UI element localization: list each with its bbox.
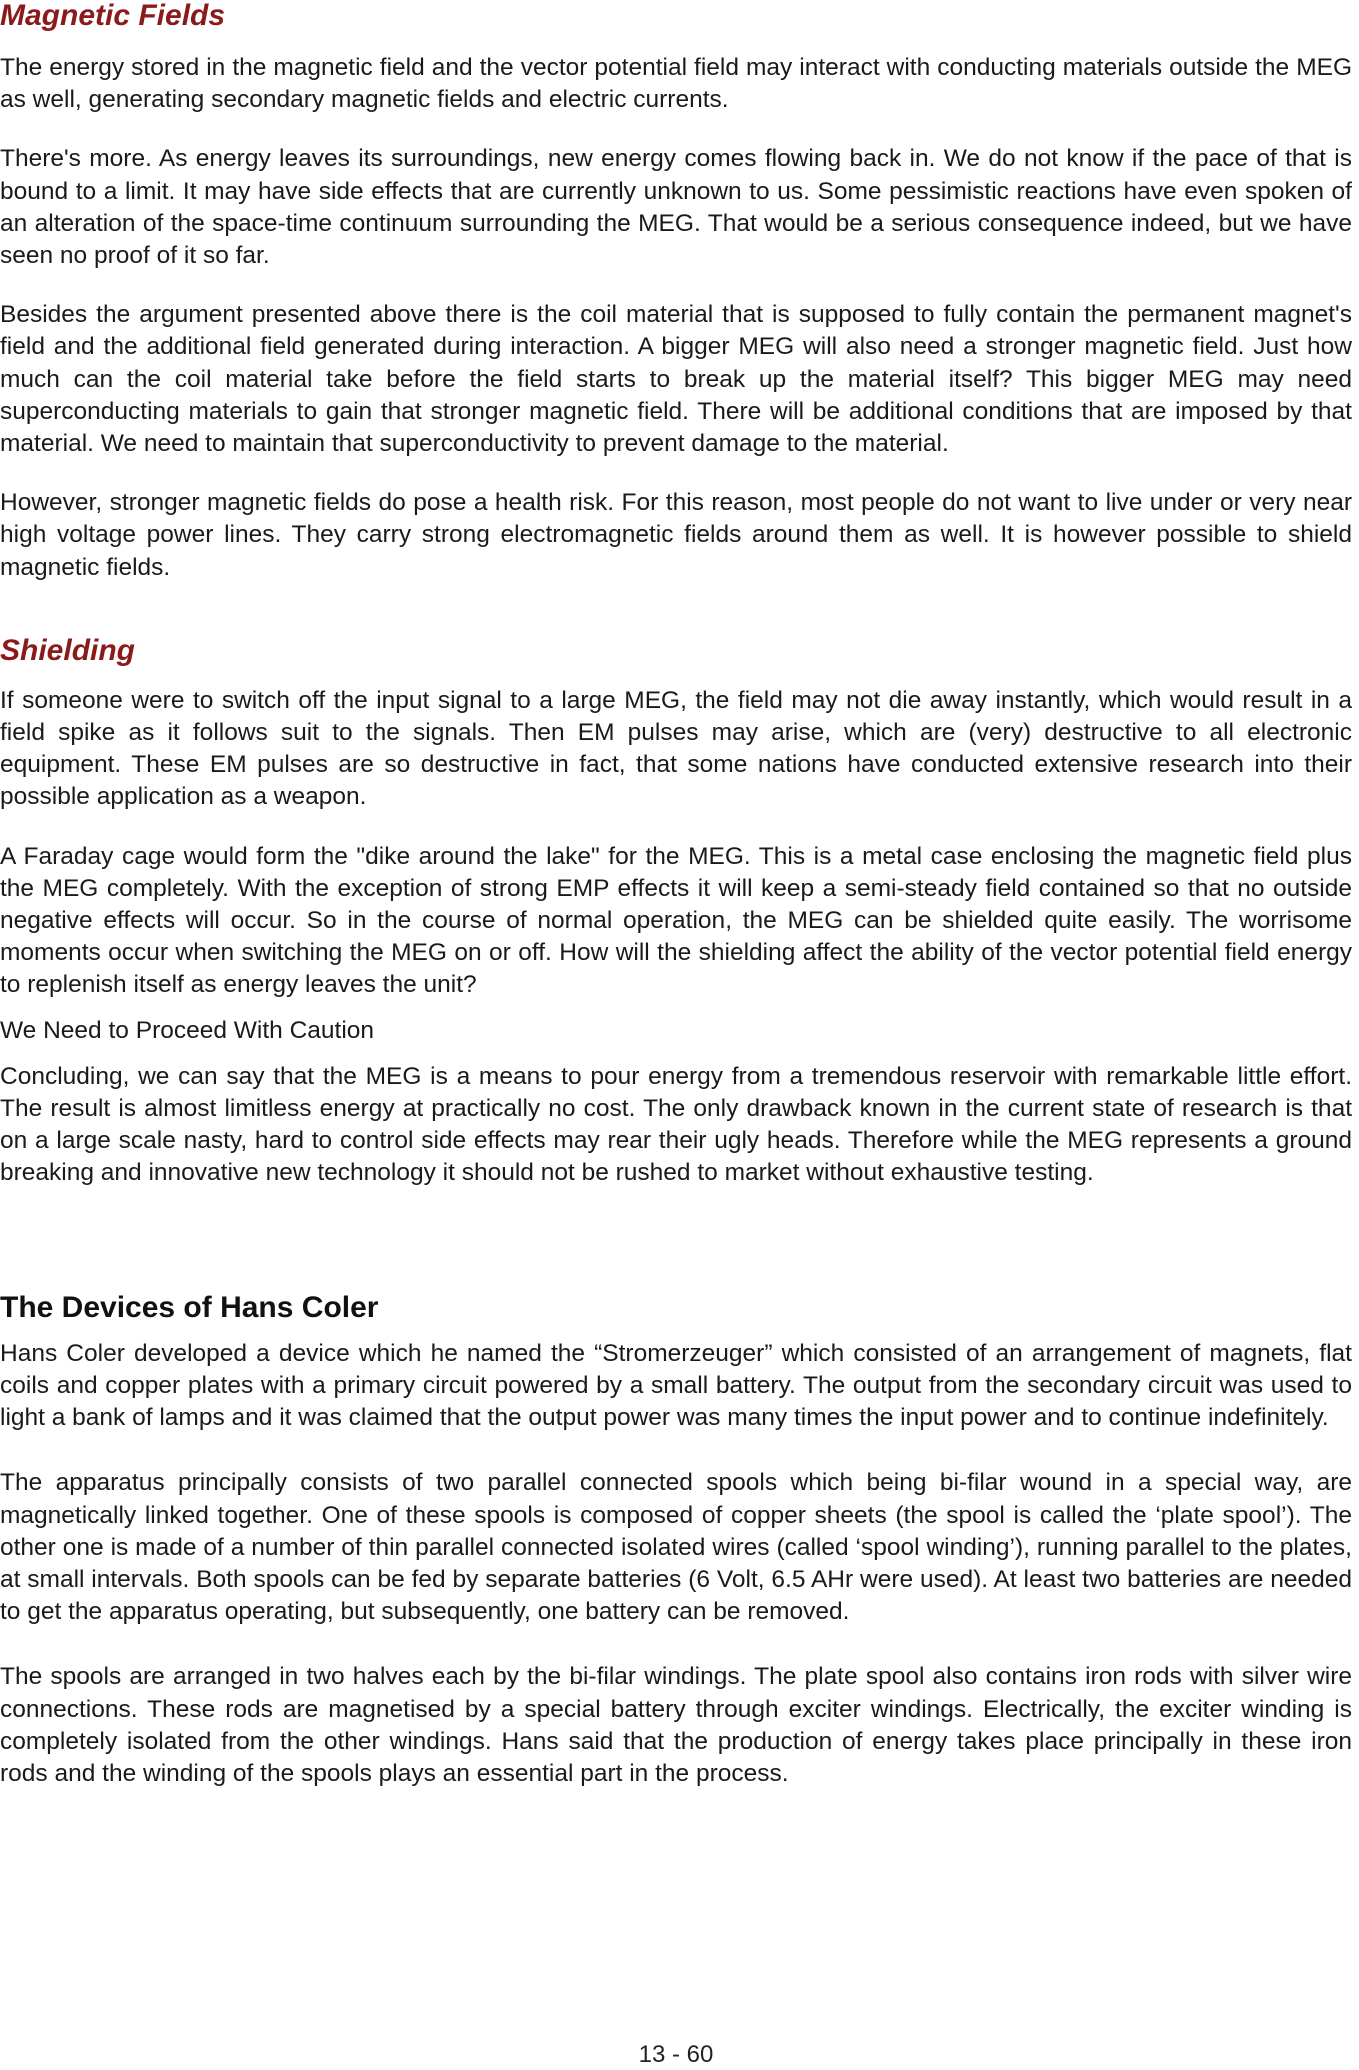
subheading-caution: We Need to Proceed With Caution — [0, 1016, 375, 1044]
paragraph: The spools are arranged in two halves each by the bi-filar windings. The plate spool also contains iron rods with silver wire connections. These rods are magnetised by a special battery through exciter windings. Electrically, the exciter winding is completely isolated from the other windings. Hans said that the production of energy takes place principally in these iron rods and the winding of the spools plays an essential part in the process. — [0, 1663, 1352, 1787]
paragraph: Besides the argument presented above there is the coil material that is supposed to fully contain the permanent magnet's field and the additional field generated during interaction. A bigger MEG will also need a stronger magnetic field. Just how much can the coil material take before the field starts to break up the material itself? This bigger MEG may need superconducting materials to gain that stronger magnetic field. There will be additional conditions that are imposed by that material. We need to maintain that superconductivity to prevent damage to the material. — [0, 301, 1352, 458]
paragraph: However, stronger magnetic fields do pose a health risk. For this reason, most people do not want to live under or very near high voltage power lines. They carry strong electromagnetic fields around them as well. It is however possible to shield magnetic fields. — [0, 489, 1352, 581]
page-number: 13 - 60 — [638, 2041, 714, 2068]
paragraph: Concluding, we can say that the MEG is a means to pour energy from a tremendous reservoir with remarkable little effort. The result is almost limitless energy at practically no cost. The only drawback known in the current state of research is that on a large scale nasty, hard to control side effects may rear their ugly heads. Therefore while the MEG represents a ground breaking and innovative new technology it should not be rushed to market without exhaustive testing. — [0, 1062, 1352, 1187]
paragraph: The apparatus principally consists of two parallel connected spools which being bi-filar wound in a special way, are magnetically linked together. One of these spools is composed of copper sheets (the spool is called the ‘plate spool’). The other one is made of a number of thin parallel connected isolated wires (called ‘spool winding’), running parallel to the plates, at small intervals. Both spools can be fed by separate batteries (6 Volt, 6.5 AHr were used). At least two batteries are needed to get the apparatus operating, but subsequently, one battery can be removed. — [0, 1469, 1352, 1626]
paragraph: There's more. As energy leaves its surroundings, new energy comes flowing back in. We do not know if the pace of that is bound to a limit. It may have side effects that are currently unknown to us. Some pessimistic reactions have even spoken of an alteration of the space-time continuum surrounding the MEG. That would be a serious consequence indeed, but we have seen no proof of it so far. — [0, 145, 1352, 270]
paragraph: If someone were to switch off the input signal to a large MEG, the field may not die away instantly, which would result in a field spike as it follows suit to the signals. Then EM pulses may arise, which are (very) destructive to all electronic equipment. These EM pulses are so destructive in fact, that some nations have conducted extensive research into their possible application as a weapon. — [0, 686, 1352, 811]
heading-magnetic-fields: Magnetic Fields — [0, 0, 226, 32]
heading-shielding: Shielding — [0, 633, 135, 667]
paragraph: A Faraday cage would form the "dike around the lake" for the MEG. This is a metal case enclosing the magnetic field plus the MEG completely. With the exception of strong EMP effects it will keep a semi-steady field contained so that no outside negative effects will occur. So in the course of normal operation, the MEG can be shielded quite easily. The worrisome moments occur when switching the MEG on or off. How will the shielding affect the ability of the vector potential field energy to replenish itself as energy leaves the unit? — [0, 842, 1352, 999]
paragraph: The energy stored in the magnetic field and the vector potential field may interact with conducting materials outside the MEG as well, generating secondary magnetic fields and electric currents. — [0, 54, 1352, 114]
paragraph: Hans Coler developed a device which he named the “Stromerzeuger” which consisted of an arrangement of magnets, flat coils and copper plates with a primary circuit powered by a small battery. The output from the secondary circuit was used to light a bank of lamps and it was claimed that the output power was many times the input power and to continue indefinitely. — [0, 1339, 1352, 1432]
heading-hans-coler: The Devices of Hans Coler — [0, 1290, 379, 1324]
